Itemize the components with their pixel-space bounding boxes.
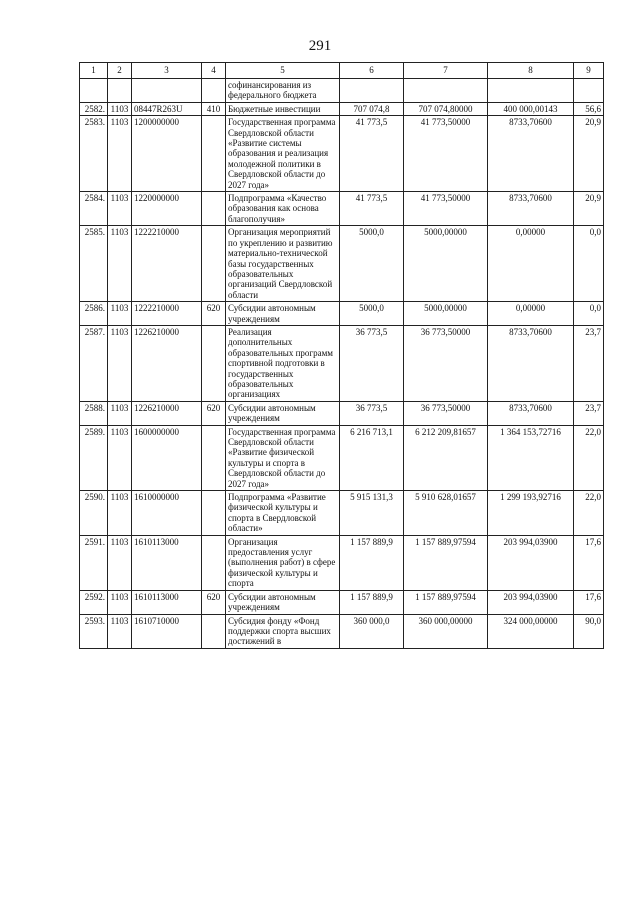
row-number: 2588. — [80, 401, 108, 425]
execution-percent: 22,0 — [574, 425, 604, 490]
section-code: 1103 — [108, 102, 132, 115]
column-header: 1 — [80, 63, 108, 79]
budget-allocation: 5000,00000 — [404, 226, 488, 302]
target-article-code: 1610113000 — [132, 535, 202, 590]
target-article-code: 1220000000 — [132, 192, 202, 226]
approved-amount: 5000,0 — [340, 302, 404, 326]
expense-type-code — [202, 614, 226, 648]
budget-table — [79, 62, 604, 649]
budget-allocation: 41 773,50000 — [404, 192, 488, 226]
table-row — [80, 325, 604, 401]
executed-amount: 0,00000 — [488, 302, 574, 326]
table-row — [80, 79, 604, 103]
column-header: 9 — [574, 63, 604, 79]
budget-allocation: 36 773,50000 — [404, 401, 488, 425]
table-body — [80, 79, 604, 649]
budget-allocation: 41 773,50000 — [404, 116, 488, 192]
table-row — [80, 116, 604, 192]
budget-allocation: 6 212 209,81657 — [404, 425, 488, 490]
column-header: 6 — [340, 63, 404, 79]
expense-type-code: 620 — [202, 302, 226, 326]
expense-type-code — [202, 79, 226, 103]
expense-type-code: 410 — [202, 102, 226, 115]
row-number: 2592. — [80, 590, 108, 614]
execution-percent: 17,6 — [574, 535, 604, 590]
expense-type-code — [202, 226, 226, 302]
item-name: Подпрограмма «Развитие физической культуры и спорта в Свердловской области» — [226, 491, 340, 536]
section-code: 1103 — [108, 590, 132, 614]
column-header: 5 — [226, 63, 340, 79]
executed-amount: 8733,70600 — [488, 192, 574, 226]
approved-amount: 36 773,5 — [340, 401, 404, 425]
column-header: 4 — [202, 63, 226, 79]
executed-amount: 1 299 193,92716 — [488, 491, 574, 536]
execution-percent: 23,7 — [574, 401, 604, 425]
approved-amount: 707 074,8 — [340, 102, 404, 115]
page-number: 291 — [308, 38, 332, 54]
approved-amount: 360 000,0 — [340, 614, 404, 648]
section-code: 1103 — [108, 491, 132, 536]
executed-amount: 0,00000 — [488, 226, 574, 302]
column-header: 2 — [108, 63, 132, 79]
section-code: 1103 — [108, 226, 132, 302]
row-number: 2587. — [80, 325, 108, 401]
section-code — [108, 79, 132, 103]
table-row — [80, 425, 604, 490]
table-header-row — [80, 63, 604, 79]
budget-allocation: 5 910 628,01657 — [404, 491, 488, 536]
target-article-code: 1222210000 — [132, 302, 202, 326]
executed-amount: 203 994,03900 — [488, 590, 574, 614]
table-row — [80, 590, 604, 614]
expense-type-code — [202, 491, 226, 536]
row-number: 2582. — [80, 102, 108, 115]
executed-amount: 203 994,03900 — [488, 535, 574, 590]
expense-type-code — [202, 116, 226, 192]
table-row — [80, 302, 604, 326]
executed-amount: 400 000,00143 — [488, 102, 574, 115]
row-number: 2591. — [80, 535, 108, 590]
row-number: 2589. — [80, 425, 108, 490]
item-name: Субсидия фонду «Фонд поддержки спорта высших достижений в — [226, 614, 340, 648]
budget-allocation: 1 157 889,97594 — [404, 590, 488, 614]
target-article-code: 1222210000 — [132, 226, 202, 302]
section-code: 1103 — [108, 116, 132, 192]
row-number: 2585. — [80, 226, 108, 302]
executed-amount — [488, 79, 574, 103]
approved-amount — [340, 79, 404, 103]
approved-amount: 5000,0 — [340, 226, 404, 302]
section-code: 1103 — [108, 401, 132, 425]
budget-allocation: 360 000,00000 — [404, 614, 488, 648]
approved-amount: 5 915 131,3 — [340, 491, 404, 536]
section-code: 1103 — [108, 614, 132, 648]
executed-amount: 8733,70600 — [488, 401, 574, 425]
section-code: 1103 — [108, 535, 132, 590]
target-article-code — [132, 79, 202, 103]
target-article-code: 1610710000 — [132, 614, 202, 648]
item-name: Государственная программа Свердловской области «Развитие системы образования и реализация молодежной политики в Свердловской области до 2027 года» — [226, 116, 340, 192]
item-name: Государственная программа Свердловской области «Развитие физической культуры и спорта в Свердловской области до 2027 года» — [226, 425, 340, 490]
approved-amount: 6 216 713,1 — [340, 425, 404, 490]
row-number: 2586. — [80, 302, 108, 326]
approved-amount: 41 773,5 — [340, 192, 404, 226]
expense-type-code — [202, 425, 226, 490]
item-name: Субсидии автономным учреждениям — [226, 302, 340, 326]
execution-percent: 56,6 — [574, 102, 604, 115]
target-article-code: 1610000000 — [132, 491, 202, 536]
item-name: софинансирования из федерального бюджета — [226, 79, 340, 103]
execution-percent: 23,7 — [574, 325, 604, 401]
budget-allocation: 5000,00000 — [404, 302, 488, 326]
row-number: 2593. — [80, 614, 108, 648]
target-article-code: 1600000000 — [132, 425, 202, 490]
executed-amount: 8733,70600 — [488, 325, 574, 401]
budget-allocation: 707 074,80000 — [404, 102, 488, 115]
item-name: Бюджетные инвестиции — [226, 102, 340, 115]
table-row — [80, 102, 604, 115]
execution-percent: 17,6 — [574, 590, 604, 614]
execution-percent: 90,0 — [574, 614, 604, 648]
execution-percent: 0,0 — [574, 302, 604, 326]
section-code: 1103 — [108, 425, 132, 490]
expense-type-code — [202, 192, 226, 226]
budget-allocation: 1 157 889,97594 — [404, 535, 488, 590]
execution-percent — [574, 79, 604, 103]
item-name: Субсидии автономным учреждениям — [226, 590, 340, 614]
row-number: 2590. — [80, 491, 108, 536]
expense-type-code: 620 — [202, 590, 226, 614]
approved-amount: 1 157 889,9 — [340, 535, 404, 590]
budget-allocation: 36 773,50000 — [404, 325, 488, 401]
item-name: Организация мероприятий по укреплению и развитию материально-технической базы государственных образовательных организаций Свердловской области — [226, 226, 340, 302]
target-article-code: 1226210000 — [132, 401, 202, 425]
section-code: 1103 — [108, 302, 132, 326]
expense-type-code — [202, 535, 226, 590]
target-article-code: 1226210000 — [132, 325, 202, 401]
section-code: 1103 — [108, 192, 132, 226]
executed-amount: 1 364 153,72716 — [488, 425, 574, 490]
item-name: Субсидии автономным учреждениям — [226, 401, 340, 425]
column-header: 8 — [488, 63, 574, 79]
target-article-code: 1200000000 — [132, 116, 202, 192]
expense-type-code: 620 — [202, 401, 226, 425]
execution-percent: 20,9 — [574, 192, 604, 226]
row-number: 2584. — [80, 192, 108, 226]
target-article-code: 1610113000 — [132, 590, 202, 614]
column-header: 7 — [404, 63, 488, 79]
table-row — [80, 614, 604, 648]
item-name: Организация предоставления услуг (выполнения работ) в сфере физической культуры и спорта — [226, 535, 340, 590]
expense-type-code — [202, 325, 226, 401]
section-code: 1103 — [108, 325, 132, 401]
executed-amount: 8733,70600 — [488, 116, 574, 192]
row-number: 2583. — [80, 116, 108, 192]
table-row — [80, 192, 604, 226]
table-row — [80, 226, 604, 302]
approved-amount: 1 157 889,9 — [340, 590, 404, 614]
item-name: Реализация дополнительных образовательных программ спортивной подготовки в государственных образовательных организациях — [226, 325, 340, 401]
target-article-code: 08447R263U — [132, 102, 202, 115]
column-header: 3 — [132, 63, 202, 79]
row-number — [80, 79, 108, 103]
execution-percent: 22,0 — [574, 491, 604, 536]
execution-percent: 20,9 — [574, 116, 604, 192]
item-name: Подпрограмма «Качество образования как основа благополучия» — [226, 192, 340, 226]
table-row — [80, 401, 604, 425]
approved-amount: 41 773,5 — [340, 116, 404, 192]
approved-amount: 36 773,5 — [340, 325, 404, 401]
execution-percent: 0,0 — [574, 226, 604, 302]
table-row — [80, 535, 604, 590]
table-row — [80, 491, 604, 536]
executed-amount: 324 000,00000 — [488, 614, 574, 648]
budget-allocation — [404, 79, 488, 103]
